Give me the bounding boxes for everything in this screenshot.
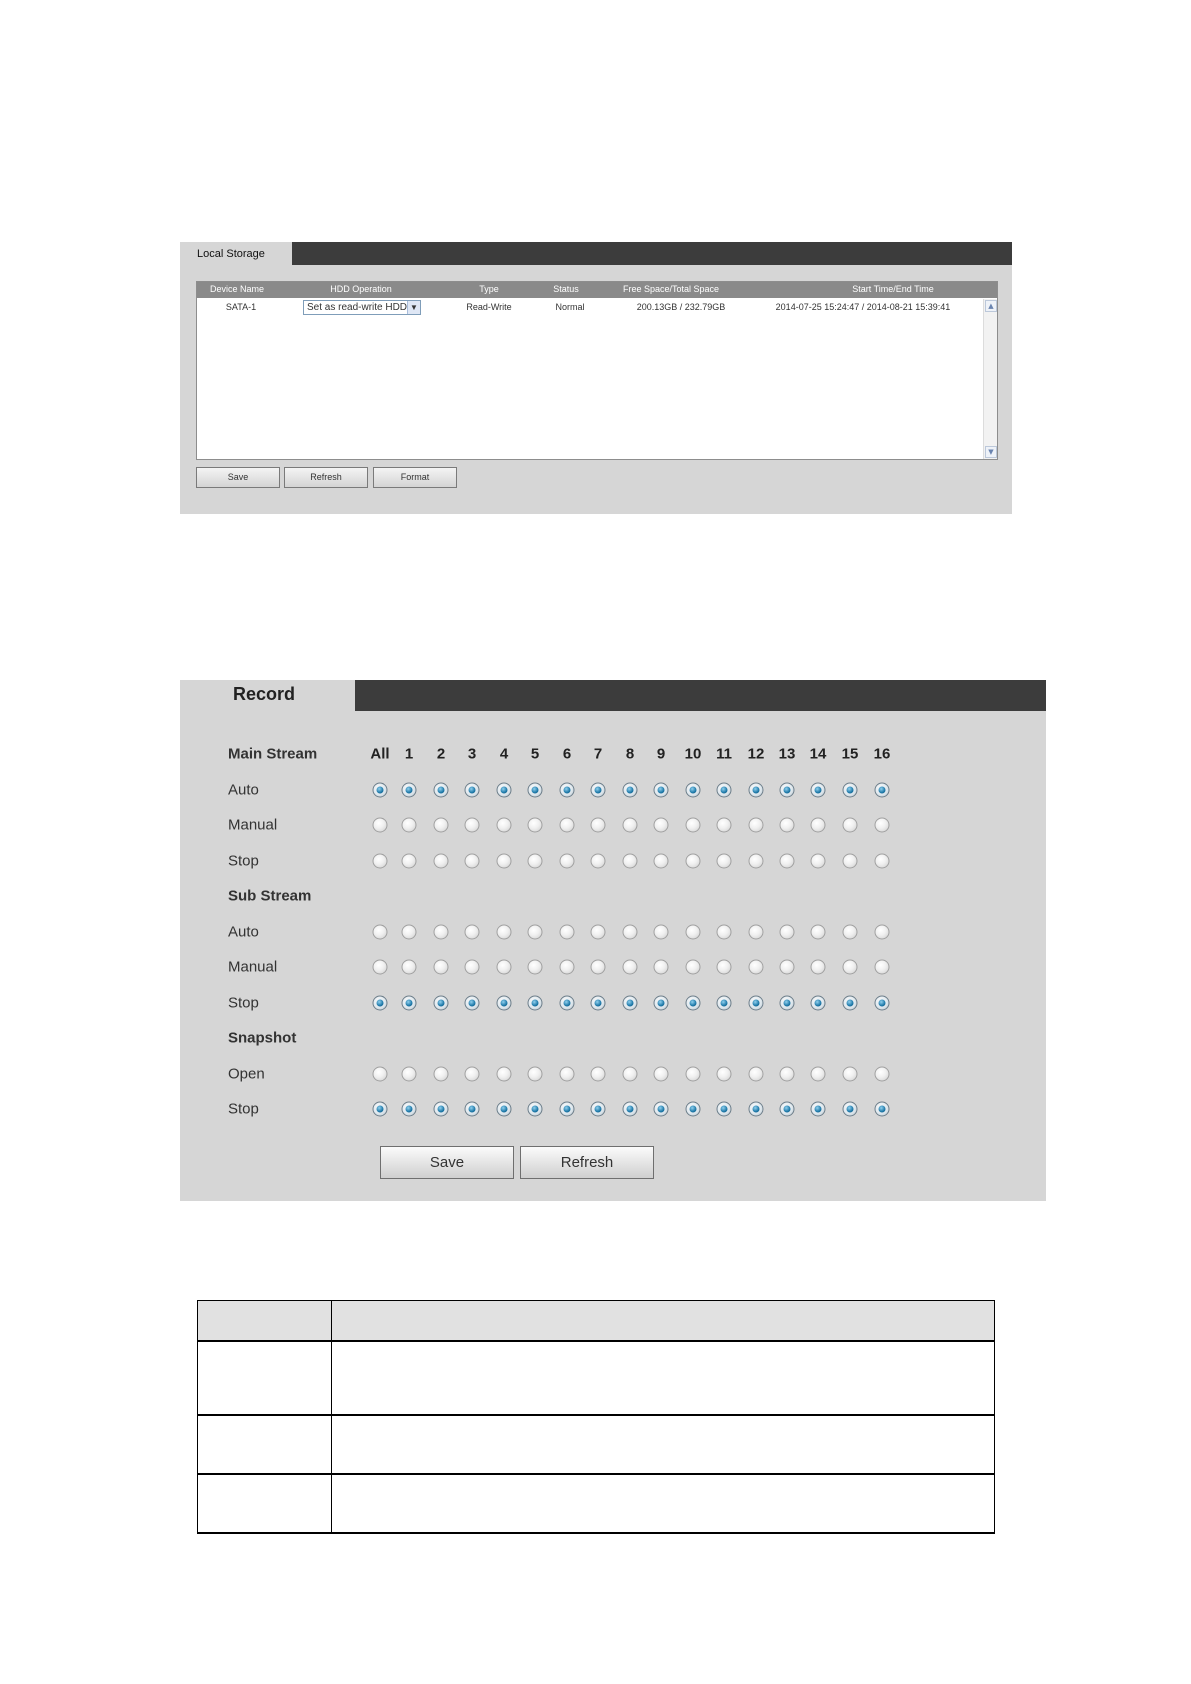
main-stream-stop-radio-14[interactable] xyxy=(811,853,826,868)
tab-local-storage[interactable]: Local Storage xyxy=(180,242,292,265)
sub-stream-stop-radio-16[interactable] xyxy=(875,995,890,1010)
main-stream-manual-radio-9[interactable] xyxy=(654,818,669,833)
type-cell: Read-Write xyxy=(466,302,512,312)
sub-stream-manual-radio-11[interactable] xyxy=(717,960,732,975)
channel-header-11: 11 xyxy=(716,745,732,763)
main-stream-auto-radio-2[interactable] xyxy=(434,782,449,797)
main-stream-manual-radio-6[interactable] xyxy=(560,818,575,833)
snapshot-open-radio-5[interactable] xyxy=(528,1066,543,1081)
main-stream-manual-radio-4[interactable] xyxy=(497,818,512,833)
sub-stream-manual-radio-3[interactable] xyxy=(465,960,480,975)
main-stream-auto-radio-7[interactable] xyxy=(591,782,606,797)
main-stream-stop-radio-16[interactable] xyxy=(875,853,890,868)
scroll-up-icon[interactable]: ▲ xyxy=(985,300,997,312)
snapshot-stop-radio-4[interactable] xyxy=(497,1102,512,1117)
sub-stream-auto-radio-3[interactable] xyxy=(465,924,480,939)
sub-stream-stop-radio-7[interactable] xyxy=(591,995,606,1010)
sub-stream-manual-radio-10[interactable] xyxy=(686,960,701,975)
snapshot-heading: Snapshot xyxy=(228,1029,297,1047)
main-stream-auto-radio-4[interactable] xyxy=(497,782,512,797)
main-stream-manual-radio-13[interactable] xyxy=(780,818,795,833)
main-stream-stop-radio-1[interactable] xyxy=(402,853,417,868)
column-header-status: Status xyxy=(553,284,579,294)
snapshot-open-radio-all[interactable] xyxy=(373,1066,388,1081)
main-stream-stop-radio-all[interactable] xyxy=(373,853,388,868)
snapshot-stop-radio-10[interactable] xyxy=(686,1102,701,1117)
snapshot-stop-radio-15[interactable] xyxy=(843,1102,858,1117)
sub-stream-auto-radio-4[interactable] xyxy=(497,924,512,939)
snapshot-stop-radio-11[interactable] xyxy=(717,1102,732,1117)
main-stream-stop-radio-13[interactable] xyxy=(780,853,795,868)
channel-header-6: 6 xyxy=(562,745,572,763)
sub-stream-auto-radio-8[interactable] xyxy=(623,924,638,939)
main-stream-manual-radio-14[interactable] xyxy=(811,818,826,833)
main-stream-auto-radio-16[interactable] xyxy=(875,782,890,797)
sub-stream-stop-radio-8[interactable] xyxy=(623,995,638,1010)
channel-header-14: 14 xyxy=(809,745,827,763)
column-divider xyxy=(331,1300,332,1534)
chevron-down-icon[interactable]: ▼ xyxy=(407,301,420,314)
sub-stream-manual-radio-13[interactable] xyxy=(780,960,795,975)
channel-header-7: 7 xyxy=(593,745,603,763)
sub-stream-manual-radio-12[interactable] xyxy=(749,960,764,975)
sub-stream-auto-radio-2[interactable] xyxy=(434,924,449,939)
sub-stream-auto-radio-11[interactable] xyxy=(717,924,732,939)
sub-stream-stop-radio-13[interactable] xyxy=(780,995,795,1010)
table-border xyxy=(994,1300,995,1534)
snapshot-open-radio-6[interactable] xyxy=(560,1066,575,1081)
refresh-button[interactable]: Refresh xyxy=(520,1146,654,1179)
main-stream-auto-radio-all[interactable] xyxy=(373,782,388,797)
tab-bar xyxy=(180,242,1012,265)
main-stream-manual-radio-7[interactable] xyxy=(591,818,606,833)
snapshot-open-radio-3[interactable] xyxy=(465,1066,480,1081)
snapshot-stop-radio-7[interactable] xyxy=(591,1102,606,1117)
snapshot-open-radio-8[interactable] xyxy=(623,1066,638,1081)
channel-header-12: 12 xyxy=(747,745,765,763)
column-header-hdd-operation: HDD Operation xyxy=(330,284,392,294)
record-panel xyxy=(180,680,1046,1201)
main-stream-auto-radio-3[interactable] xyxy=(465,782,480,797)
row-divider xyxy=(197,1473,995,1475)
main-stream-auto-radio-8[interactable] xyxy=(623,782,638,797)
status-cell: Normal xyxy=(555,302,585,312)
channel-header-10: 10 xyxy=(684,745,702,763)
sub-stream-stop-radio-10[interactable] xyxy=(686,995,701,1010)
sub-stream-manual-radio-7[interactable] xyxy=(591,960,606,975)
main-stream-stop-radio-8[interactable] xyxy=(623,853,638,868)
main-stream-manual-label: Manual xyxy=(228,816,278,834)
snapshot-stop-radio-5[interactable] xyxy=(528,1102,543,1117)
main-stream-auto-radio-5[interactable] xyxy=(528,782,543,797)
sub-stream-stop-radio-all[interactable] xyxy=(373,995,388,1010)
space-cell: 200.13GB / 232.79GB xyxy=(636,302,726,312)
sub-stream-manual-radio-5[interactable] xyxy=(528,960,543,975)
main-stream-manual-radio-1[interactable] xyxy=(402,818,417,833)
sub-stream-stop-label: Stop xyxy=(228,994,259,1011)
main-stream-manual-radio-5[interactable] xyxy=(528,818,543,833)
main-stream-auto-radio-12[interactable] xyxy=(749,782,764,797)
sub-stream-auto-radio-15[interactable] xyxy=(843,924,858,939)
sub-stream-auto-radio-12[interactable] xyxy=(749,924,764,939)
main-stream-auto-radio-13[interactable] xyxy=(780,782,795,797)
snapshot-open-radio-4[interactable] xyxy=(497,1066,512,1081)
sub-stream-stop-radio-5[interactable] xyxy=(528,995,543,1010)
table-row[interactable] xyxy=(197,299,982,315)
snapshot-stop-radio-3[interactable] xyxy=(465,1102,480,1117)
sub-stream-auto-radio-16[interactable] xyxy=(875,924,890,939)
main-stream-auto-label: Auto xyxy=(228,781,259,798)
snapshot-open-radio-12[interactable] xyxy=(749,1066,764,1081)
sub-stream-heading: Sub Stream xyxy=(228,887,312,905)
main-stream-manual-radio-12[interactable] xyxy=(749,818,764,833)
main-stream-manual-radio-15[interactable] xyxy=(843,818,858,833)
time-cell: 2014-07-25 15:24:47 / 2014-08-21 15:39:41 xyxy=(775,302,951,312)
main-stream-auto-radio-1[interactable] xyxy=(402,782,417,797)
channel-header-8: 8 xyxy=(625,745,635,763)
main-stream-stop-radio-12[interactable] xyxy=(749,853,764,868)
sub-stream-manual-radio-2[interactable] xyxy=(434,960,449,975)
main-stream-manual-radio-8[interactable] xyxy=(623,818,638,833)
snapshot-stop-radio-8[interactable] xyxy=(623,1102,638,1117)
description-table xyxy=(197,1300,995,1534)
sub-stream-stop-radio-6[interactable] xyxy=(560,995,575,1010)
sub-stream-stop-radio-3[interactable] xyxy=(465,995,480,1010)
hdd-table xyxy=(196,281,998,460)
snapshot-open-radio-14[interactable] xyxy=(811,1066,826,1081)
save-button[interactable]: Save xyxy=(380,1146,514,1179)
sub-stream-stop-radio-9[interactable] xyxy=(654,995,669,1010)
sub-stream-manual-radio-9[interactable] xyxy=(654,960,669,975)
main-stream-manual-radio-3[interactable] xyxy=(465,818,480,833)
sub-stream-auto-radio-6[interactable] xyxy=(560,924,575,939)
sub-stream-manual-radio-all[interactable] xyxy=(373,960,388,975)
snapshot-open-radio-9[interactable] xyxy=(654,1066,669,1081)
channel-header-9: 9 xyxy=(656,745,666,763)
main-stream-stop-radio-5[interactable] xyxy=(528,853,543,868)
snapshot-open-label: Open xyxy=(228,1065,265,1082)
column-header-time: Start Time/End Time xyxy=(852,284,934,294)
snapshot-stop-radio-2[interactable] xyxy=(434,1102,449,1117)
main-stream-stop-radio-9[interactable] xyxy=(654,853,669,868)
hdd-operation-select[interactable] xyxy=(303,300,421,315)
main-stream-stop-radio-10[interactable] xyxy=(686,853,701,868)
snapshot-open-radio-13[interactable] xyxy=(780,1066,795,1081)
sub-stream-manual-radio-6[interactable] xyxy=(560,960,575,975)
main-stream-auto-radio-11[interactable] xyxy=(717,782,732,797)
channel-header-1: 1 xyxy=(404,745,414,763)
snapshot-stop-radio-12[interactable] xyxy=(749,1102,764,1117)
main-stream-stop-radio-6[interactable] xyxy=(560,853,575,868)
channel-header-16: 16 xyxy=(873,745,891,763)
snapshot-open-radio-7[interactable] xyxy=(591,1066,606,1081)
main-stream-stop-label: Stop xyxy=(228,852,259,869)
snapshot-open-radio-1[interactable] xyxy=(402,1066,417,1081)
hdd-operation-value: Set as read-write HDD xyxy=(307,302,408,313)
snapshot-stop-label: Stop xyxy=(228,1100,259,1118)
sub-stream-auto-radio-7[interactable] xyxy=(591,924,606,939)
main-stream-manual-radio-16[interactable] xyxy=(875,818,890,833)
sub-stream-auto-radio-5[interactable] xyxy=(528,924,543,939)
main-stream-heading: Main Stream xyxy=(228,745,318,763)
sub-stream-auto-radio-10[interactable] xyxy=(686,924,701,939)
snapshot-open-radio-10[interactable] xyxy=(686,1066,701,1081)
main-stream-stop-radio-2[interactable] xyxy=(434,853,449,868)
sub-stream-auto-label: Auto xyxy=(228,923,259,940)
local-storage-panel xyxy=(180,242,1012,514)
sub-stream-stop-radio-15[interactable] xyxy=(843,995,858,1010)
scroll-down-icon[interactable]: ▼ xyxy=(985,446,997,458)
sub-stream-manual-label: Manual xyxy=(228,958,278,976)
format-button[interactable]: Format xyxy=(373,467,457,488)
channel-header-all: All xyxy=(370,745,390,763)
snapshot-stop-radio-13[interactable] xyxy=(780,1102,795,1117)
snapshot-stop-radio-1[interactable] xyxy=(402,1102,417,1117)
sub-stream-stop-radio-4[interactable] xyxy=(497,995,512,1010)
main-stream-auto-radio-10[interactable] xyxy=(686,782,701,797)
sub-stream-auto-radio-1[interactable] xyxy=(402,924,417,939)
device-name-cell: SATA-1 xyxy=(225,302,257,312)
column-header-device-name: Device Name xyxy=(209,284,265,294)
snapshot-stop-radio-9[interactable] xyxy=(654,1102,669,1117)
table-border xyxy=(197,1300,198,1534)
main-stream-auto-radio-15[interactable] xyxy=(843,782,858,797)
row-divider xyxy=(197,1414,995,1416)
sub-stream-stop-radio-11[interactable] xyxy=(717,995,732,1010)
snapshot-open-radio-2[interactable] xyxy=(434,1066,449,1081)
main-stream-manual-radio-2[interactable] xyxy=(434,818,449,833)
snapshot-open-radio-16[interactable] xyxy=(875,1066,890,1081)
main-stream-stop-radio-4[interactable] xyxy=(497,853,512,868)
main-stream-stop-radio-11[interactable] xyxy=(717,853,732,868)
main-stream-stop-radio-15[interactable] xyxy=(843,853,858,868)
table-header xyxy=(197,1300,995,1342)
sub-stream-auto-radio-all[interactable] xyxy=(373,924,388,939)
snapshot-stop-radio-16[interactable] xyxy=(875,1102,890,1117)
snapshot-open-radio-11[interactable] xyxy=(717,1066,732,1081)
main-stream-auto-radio-9[interactable] xyxy=(654,782,669,797)
channel-header-13: 13 xyxy=(778,745,796,763)
sub-stream-manual-radio-16[interactable] xyxy=(875,960,890,975)
row-divider xyxy=(197,1532,995,1534)
channel-header-3: 3 xyxy=(467,745,477,763)
main-stream-manual-radio-all[interactable] xyxy=(373,818,388,833)
main-stream-stop-radio-7[interactable] xyxy=(591,853,606,868)
channel-header-4: 4 xyxy=(499,745,509,763)
channel-header-5: 5 xyxy=(530,745,540,763)
sub-stream-stop-radio-14[interactable] xyxy=(811,995,826,1010)
snapshot-stop-radio-all[interactable] xyxy=(373,1102,388,1117)
vertical-scrollbar[interactable] xyxy=(983,299,997,459)
main-stream-auto-radio-14[interactable] xyxy=(811,782,826,797)
refresh-button[interactable]: Refresh xyxy=(284,467,368,488)
sub-stream-manual-radio-4[interactable] xyxy=(497,960,512,975)
main-stream-auto-radio-6[interactable] xyxy=(560,782,575,797)
sub-stream-auto-radio-9[interactable] xyxy=(654,924,669,939)
sub-stream-stop-radio-12[interactable] xyxy=(749,995,764,1010)
main-stream-stop-radio-3[interactable] xyxy=(465,853,480,868)
column-header-type: Type xyxy=(479,284,499,294)
sub-stream-stop-radio-1[interactable] xyxy=(402,995,417,1010)
channel-header-15: 15 xyxy=(841,745,859,763)
sub-stream-auto-radio-13[interactable] xyxy=(780,924,795,939)
snapshot-stop-radio-14[interactable] xyxy=(811,1102,826,1117)
snapshot-open-radio-15[interactable] xyxy=(843,1066,858,1081)
sub-stream-manual-radio-14[interactable] xyxy=(811,960,826,975)
tab-record[interactable]: Record xyxy=(180,680,355,711)
table-header xyxy=(197,282,997,298)
channel-header-2: 2 xyxy=(436,745,446,763)
main-stream-manual-radio-10[interactable] xyxy=(686,818,701,833)
main-stream-manual-radio-11[interactable] xyxy=(717,818,732,833)
sub-stream-manual-radio-15[interactable] xyxy=(843,960,858,975)
snapshot-stop-radio-6[interactable] xyxy=(560,1102,575,1117)
column-header-space: Free Space/Total Space xyxy=(622,284,720,294)
sub-stream-manual-radio-8[interactable] xyxy=(623,960,638,975)
sub-stream-manual-radio-1[interactable] xyxy=(402,960,417,975)
sub-stream-auto-radio-14[interactable] xyxy=(811,924,826,939)
save-button[interactable]: Save xyxy=(196,467,280,488)
sub-stream-stop-radio-2[interactable] xyxy=(434,995,449,1010)
